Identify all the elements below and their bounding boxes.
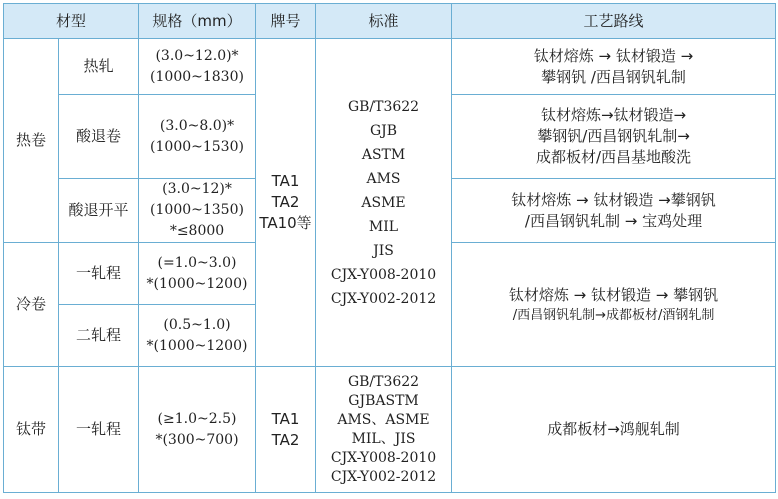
spec-line: (=1.0~3.0)	[157, 254, 237, 271]
spec-line: (1000~1530)	[150, 138, 244, 155]
standard-line: MIL	[368, 218, 399, 235]
route-cell	[452, 179, 776, 243]
route-line: 钛材熔炼 → 钛材锻造 →	[533, 46, 694, 65]
spec-line: *(1000~1200)	[146, 275, 248, 292]
route-line: 钛材熔炼→钛材锻造→	[540, 106, 687, 124]
standard-line: AMS	[366, 170, 401, 187]
standard-line: ASME	[361, 194, 406, 211]
standard-line: GJB	[369, 122, 398, 139]
spec-line: (1000~1830)	[150, 68, 244, 85]
spec-cell	[139, 179, 256, 243]
route-line: 攀钢钒 /西昌钢钒轧制	[541, 67, 686, 86]
table-row	[4, 39, 776, 95]
header-grade: 牌号	[256, 4, 316, 39]
route-line: 成都板材→鸿舰轧制	[547, 420, 680, 438]
table-row	[4, 367, 776, 493]
subtype-cell: 一轧程	[59, 367, 139, 493]
spec-line: (3.0~8.0)*	[159, 117, 235, 134]
route-line: 钛材熔炼 → 钛材锻造 →攀钢钒	[511, 190, 716, 209]
subtype-cell: 酸退开平	[59, 179, 139, 243]
group-cold-coil: 冷卷	[4, 243, 59, 367]
route-cell	[452, 95, 776, 179]
standard-line: JIS	[373, 242, 394, 259]
route-line: /西昌钢钒轧制→成都板材/酒钢轧制	[512, 307, 715, 323]
header-row	[4, 4, 776, 39]
standard-line: ASTM	[361, 146, 406, 163]
grade-line: TA1	[271, 172, 300, 190]
standard-line: CJX-Y002-2012	[330, 290, 437, 307]
standard-line: GJBASTM	[348, 392, 419, 409]
spec-line: (≥1.0~2.5)	[157, 410, 237, 427]
spec-cell	[139, 305, 256, 367]
standard-cell-shared	[316, 39, 452, 367]
standard-line: CJX-Y008-2010	[330, 449, 437, 466]
grade-line: TA2	[271, 193, 300, 211]
standard-line: GB/T3622	[347, 98, 420, 115]
standard-line: AMS、ASME	[337, 411, 430, 428]
subtype-cell: 酸退卷	[59, 95, 139, 179]
route-cell-cold	[452, 243, 776, 367]
subtype-cell: 一轧程	[59, 243, 139, 305]
spec-line: (0.5~1.0)	[163, 316, 231, 333]
standard-line: CJX-Y008-2010	[330, 266, 437, 283]
header-type: 材型	[4, 4, 139, 39]
spec-cell	[139, 39, 256, 95]
subtype-cell: 热轧	[59, 39, 139, 95]
route-cell	[452, 39, 776, 95]
grade-line: TA1	[271, 409, 300, 428]
spec-cell	[139, 367, 256, 493]
standard-cell	[316, 367, 452, 493]
spec-line: *(1000~1200)	[146, 337, 248, 354]
route-line: /西昌钢钒轧制 → 宝鸡处理	[524, 211, 703, 230]
header-standard: 标准	[316, 4, 452, 39]
header-spec: 规格（mm）	[139, 4, 256, 39]
grade-cell-shared	[256, 39, 316, 367]
grade-line: TA10等	[259, 214, 312, 232]
spec-line: (3.0~12.0)*	[155, 47, 239, 64]
route-line: 成都板材/西昌基地酸洗	[535, 148, 692, 166]
route-line: 攀钢钒/西昌钢钒轧制→	[537, 127, 690, 145]
standard-line: CJX-Y002-2012	[330, 468, 437, 485]
spec-line: (3.0~12)*	[162, 181, 232, 197]
titanium-spec-table	[3, 3, 776, 493]
spec-cell	[139, 243, 256, 305]
grade-cell	[256, 367, 316, 493]
route-cell	[452, 367, 776, 493]
standard-line: GB/T3622	[347, 373, 420, 390]
spec-line: (1000~1350)	[150, 202, 244, 218]
group-titanium-strip: 钛带	[4, 367, 59, 493]
standard-line: MIL、JIS	[351, 430, 416, 447]
header-route: 工艺路线	[452, 4, 776, 39]
grade-line: TA2	[271, 430, 300, 449]
group-hot-coil: 热卷	[4, 39, 59, 243]
spec-cell	[139, 95, 256, 179]
spec-line: *(300~700)	[155, 431, 239, 448]
subtype-cell: 二轧程	[59, 305, 139, 367]
spec-line: *≤8000	[169, 223, 225, 239]
route-line: 钛材熔炼 → 钛材锻造 → 攀钢钒	[508, 285, 719, 304]
